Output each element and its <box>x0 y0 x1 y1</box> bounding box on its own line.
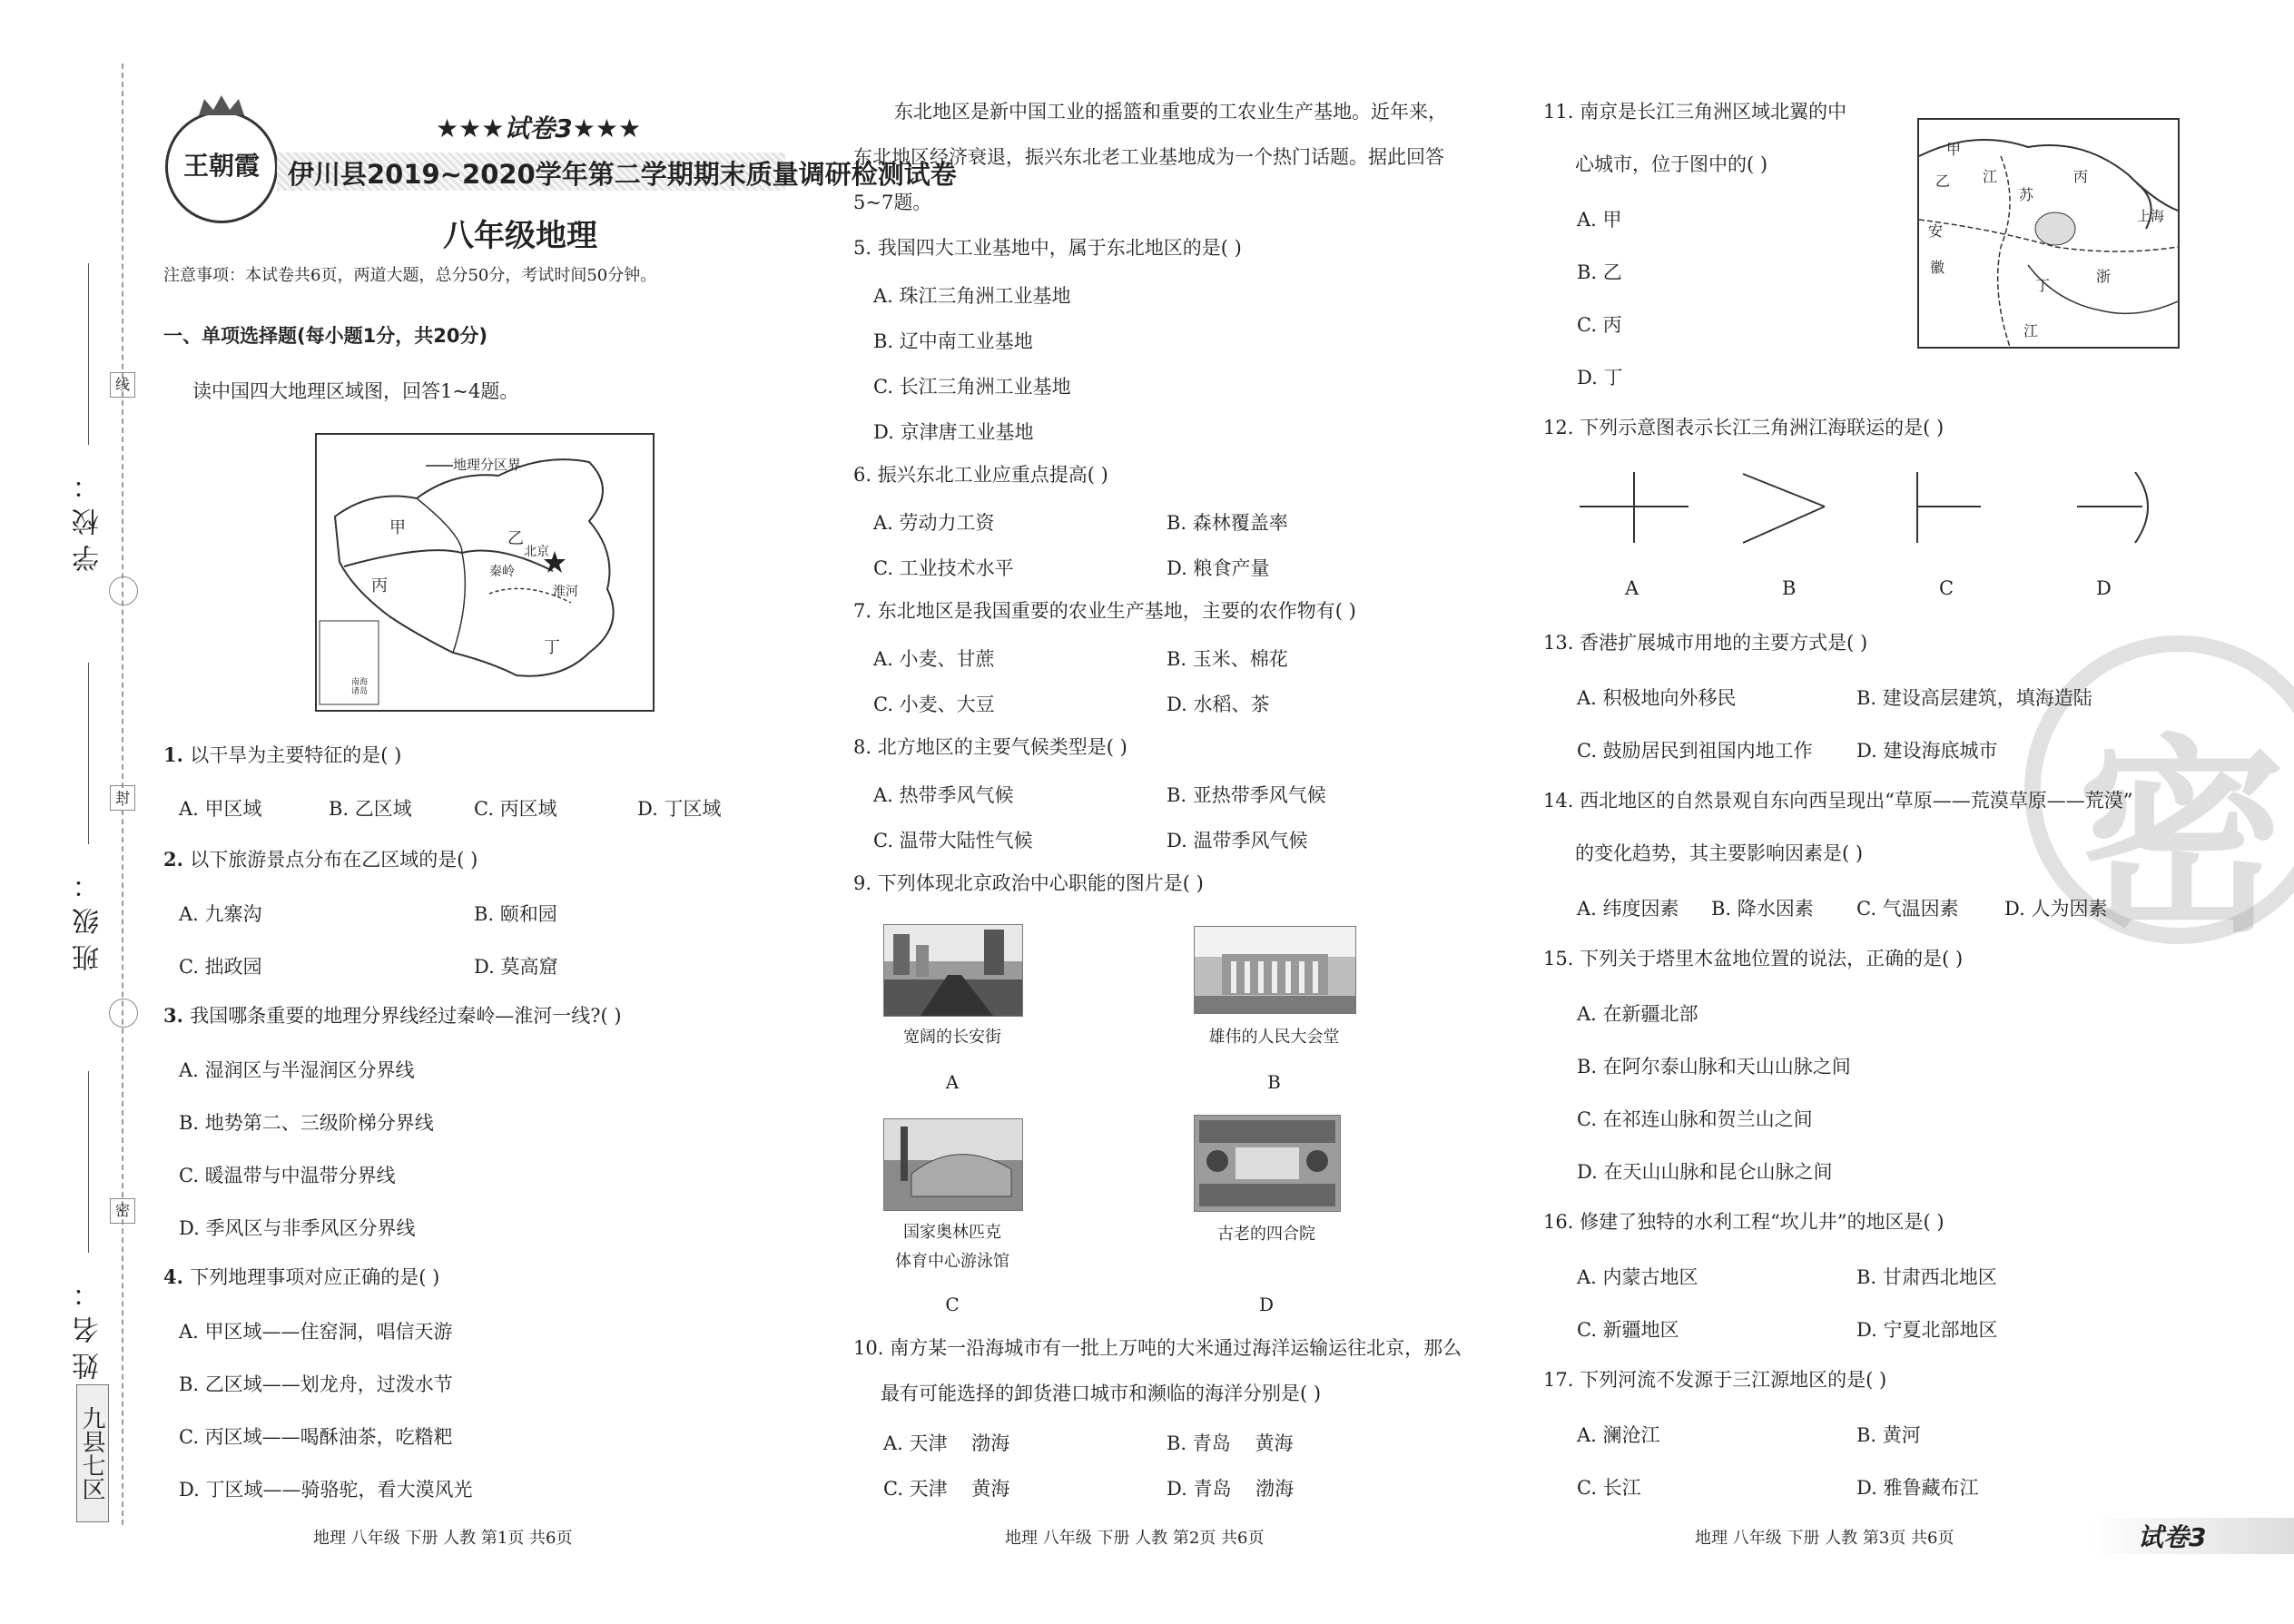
q3-option-d[interactable]: D. 季风区与非季风区分界线 <box>179 1217 416 1239</box>
brand-logo <box>165 111 278 223</box>
question-2: 2. 以下旅游景点分布在乙区域的是( ) <box>163 848 478 871</box>
q2-option-d[interactable]: D. 莫高窟 <box>474 956 558 978</box>
seal-xian: 线 <box>110 372 135 398</box>
question-10-line2: 最有可能选择的卸货港口城市和濒临的海洋分别是( ) <box>881 1383 1322 1404</box>
caption-c-line1: 国家奥林匹克 <box>903 1223 1001 1242</box>
q15-option-d[interactable]: D. 在天山山脉和昆仑山脉之间 <box>1577 1161 1833 1183</box>
question-9: 9. 下列体现北京政治中心职能的图片是( ) <box>853 872 1204 894</box>
q10-option-b[interactable]: B. 青岛 黄海 <box>1167 1432 1294 1454</box>
caption-b: 雄伟的人民大会堂 <box>1208 1028 1340 1047</box>
q13-option-d[interactable]: D. 建设海底城市 <box>1856 740 1998 762</box>
q5-option-c[interactable]: C. 长江三角洲工业基地 <box>873 376 1071 398</box>
q8-option-a[interactable]: A. 热带季风气候 <box>873 784 1014 806</box>
q17-option-b[interactable]: B. 黄河 <box>1856 1424 1921 1446</box>
q2-option-b[interactable]: B. 颐和园 <box>474 903 557 925</box>
q5-option-a[interactable]: A. 珠江三角洲工业基地 <box>873 285 1071 307</box>
stars-title: ★★★试卷3★★★ <box>436 113 642 143</box>
q4-option-d[interactable]: D. 丁区域——骑骆驼，看大漠风光 <box>179 1479 473 1501</box>
q8-option-d[interactable]: D. 温带季风气候 <box>1167 830 1308 851</box>
name-label: 姓名： <box>73 1271 104 1380</box>
footer-tag: 试卷3 <box>2138 1522 2207 1552</box>
district-stamp: 九县七区 <box>76 1384 109 1522</box>
question-1: 1. 以干旱为主要特征的是( ) <box>163 743 402 766</box>
q1-option-a[interactable]: A. 甲区域 <box>179 798 262 820</box>
map2-label-zhe: 浙 <box>2096 268 2112 285</box>
q6-option-a[interactable]: A. 劳动力工资 <box>873 512 995 534</box>
q11-option-a[interactable]: A. 甲 <box>1577 209 1622 231</box>
q13-option-b[interactable]: B. 建设高层建筑，填海造陆 <box>1856 687 2092 709</box>
question-15: 15. 下列关于塔里木盆地位置的说法，正确的是( ) <box>1543 948 1964 969</box>
letter-a: A <box>945 1071 960 1093</box>
subject-title: 八年级地理 <box>443 218 597 254</box>
map2-label-jia: 甲 <box>1946 141 1962 158</box>
q6-option-c[interactable]: C. 工业技术水平 <box>873 557 1014 579</box>
china-regions-map <box>315 433 655 712</box>
map2-label-ding: 丁 <box>2035 277 2051 294</box>
q14-option-d[interactable]: D. 人为因素 <box>2004 898 2108 920</box>
yangtze-delta-map <box>1917 118 2180 349</box>
map-label-ding: 丁 <box>544 638 560 657</box>
q7-option-a[interactable]: A. 小麦、甘蔗 <box>873 648 995 670</box>
q13-option-c[interactable]: C. 鼓励居民到祖国内地工作 <box>1577 740 1813 762</box>
map2-label-jiang2: 江 <box>2023 322 2039 340</box>
footer-page-2: 地理 八年级 下册 人教 第2页 共6页 <box>1005 1529 1265 1548</box>
map-label-yi: 乙 <box>507 529 524 548</box>
map2-label-su: 苏 <box>2019 186 2034 203</box>
question-11-line1: 11. 南京是长江三角洲区域北翼的中 <box>1543 101 1847 123</box>
question-13: 13. 香港扩展城市用地的主要方式是( ) <box>1543 632 1868 654</box>
q17-option-a[interactable]: A. 澜沧江 <box>1577 1424 1660 1446</box>
q14-option-c[interactable]: C. 气温因素 <box>1856 898 1959 920</box>
map-label-jia: 甲 <box>389 518 406 537</box>
question-14-line2: 的变化趋势，其主要影响因素是( ) <box>1575 842 1864 864</box>
school-field[interactable] <box>88 263 89 445</box>
map2-label-bing: 丙 <box>2073 168 2089 185</box>
q14-option-a[interactable]: A. 纬度因素 <box>1577 898 1679 920</box>
q15-option-a[interactable]: A. 在新疆北部 <box>1577 1003 1698 1025</box>
seal-feng: 封 <box>110 785 135 811</box>
crown-icon <box>195 94 248 117</box>
map2-label-shanghai: 上海 <box>2137 208 2165 224</box>
q7-option-c[interactable]: C. 小麦、大豆 <box>873 694 995 715</box>
map-label-huaihe: 淮河 <box>553 585 578 599</box>
q7-option-d[interactable]: D. 水稻、茶 <box>1167 694 1270 715</box>
q8-option-c[interactable]: C. 温带大陆性气候 <box>873 830 1033 851</box>
name-field[interactable] <box>88 1071 89 1253</box>
passage-line-1: 东北地区是新中国工业的摇篮和重要的工农业生产基地。近年来， <box>894 101 1447 123</box>
q12-letter-c[interactable]: C <box>1939 577 1954 599</box>
exam-notice: 注意事项：本试卷共6页，两道大题，总分50分，考试时间50分钟。 <box>163 266 657 285</box>
q4-option-b[interactable]: B. 乙区域——划龙舟，过泼水节 <box>179 1373 453 1395</box>
question-4: 4. 下列地理事项对应正确的是( ) <box>163 1265 440 1288</box>
map2-label-jiang: 江 <box>1983 168 1998 185</box>
caption-c-line2: 体育中心游泳馆 <box>895 1252 1009 1271</box>
question-8: 8. 北方地区的主要气候类型是( ) <box>853 736 1127 758</box>
q7-option-b[interactable]: B. 玉米、棉花 <box>1167 648 1288 670</box>
q12-diagrams <box>1580 472 2161 554</box>
photo-siheyuan[interactable] <box>1194 1115 1341 1212</box>
q1-option-d[interactable]: D. 丁区域 <box>637 798 722 820</box>
binding-hole-icon <box>109 999 138 1028</box>
q4-option-a[interactable]: A. 甲区域——住窑洞，唱信天游 <box>179 1321 453 1343</box>
map-label-nanhai: 南海诸岛 <box>351 678 369 696</box>
photo-water-cube[interactable] <box>883 1118 1023 1211</box>
school-label: 学校： <box>73 463 104 572</box>
map-legend: ——地理分区界 <box>426 457 522 473</box>
q16-option-d[interactable]: D. 宁夏北部地区 <box>1856 1319 1998 1341</box>
class-label: 班级： <box>73 862 104 971</box>
question-3: 3. 我国哪条重要的地理分界线经过秦岭—淮河一线?( ) <box>163 1004 622 1027</box>
q4-option-c[interactable]: C. 丙区域——喝酥油茶，吃糌粑 <box>179 1426 453 1448</box>
exam-title: 伊川县2019~2020学年第二学期期末质量调研检测试卷 <box>288 159 957 190</box>
q5-option-b[interactable]: B. 辽中南工业基地 <box>873 330 1033 352</box>
watermark-char: 密 <box>2077 718 2287 960</box>
q3-option-b[interactable]: B. 地势第二、三级阶梯分界线 <box>179 1112 434 1134</box>
caption-d: 古老的四合院 <box>1217 1225 1315 1244</box>
q11-option-b[interactable]: B. 乙 <box>1577 261 1622 283</box>
map-label-beijing: 北京 <box>524 545 549 559</box>
photo-changan-avenue[interactable] <box>883 924 1023 1017</box>
q6-option-b[interactable]: B. 森林覆盖率 <box>1167 512 1288 534</box>
q12-letter-a[interactable]: A <box>1625 577 1639 599</box>
q3-option-c[interactable]: C. 暖温带与中温带分界线 <box>179 1165 396 1186</box>
q16-option-b[interactable]: B. 甘肃西北地区 <box>1856 1266 1997 1288</box>
passage-line-2: 东北地区经济衰退，振兴东北老工业基地成为一个热门话题。据此回答 <box>853 146 1444 168</box>
q17-option-d[interactable]: D. 雅鲁藏布江 <box>1856 1477 1979 1499</box>
q1-option-c[interactable]: C. 丙区域 <box>474 798 557 820</box>
q15-option-b[interactable]: B. 在阿尔泰山脉和天山山脉之间 <box>1577 1056 1851 1078</box>
q1-option-b[interactable]: B. 乙区域 <box>329 798 412 820</box>
letter-b: B <box>1267 1071 1281 1093</box>
q11-option-d[interactable]: D. 丁 <box>1577 367 1623 389</box>
q12-letter-d[interactable]: D <box>2096 577 2112 599</box>
map2-label-yi: 乙 <box>1935 172 1951 190</box>
q10-option-c[interactable]: C. 天津 黄海 <box>883 1478 1010 1500</box>
footer-page-3: 地理 八年级 下册 人教 第3页 共6页 <box>1695 1529 1954 1548</box>
q14-option-b[interactable]: B. 降水因素 <box>1711 898 1814 920</box>
binding-margin <box>0 0 136 1624</box>
question-16: 16. 修建了独特的水利工程“坎儿井”的地区是( ) <box>1543 1211 1944 1233</box>
q11-option-c[interactable]: C. 丙 <box>1577 314 1622 336</box>
letter-c: C <box>945 1294 960 1315</box>
q10-option-d[interactable]: D. 青岛 渤海 <box>1167 1478 1295 1500</box>
map2-label-an: 安 <box>1928 222 1944 240</box>
q2-option-c[interactable]: C. 拙政园 <box>179 956 262 978</box>
section-intro: 读中国四大地理区域图，回答1~4题。 <box>192 380 519 402</box>
caption-a: 宽阔的长安街 <box>903 1028 1001 1047</box>
q16-option-a[interactable]: A. 内蒙古地区 <box>1577 1266 1698 1288</box>
q15-option-c[interactable]: C. 在祁连山脉和贺兰山之间 <box>1577 1108 1813 1130</box>
passage-line-3: 5~7题。 <box>853 192 932 213</box>
brand-name: 王朝霞 <box>182 151 260 181</box>
q8-option-b[interactable]: B. 亚热带季风气候 <box>1167 784 1326 806</box>
section-title: 一、单项选择题(每小题1分，共20分) <box>163 325 488 347</box>
question-12: 12. 下列示意图表示长江三角洲江海联运的是( ) <box>1543 417 1944 438</box>
q12-letter-b[interactable]: B <box>1782 577 1797 599</box>
class-field[interactable] <box>88 663 89 844</box>
q2-option-a[interactable]: A. 九寨沟 <box>179 903 262 925</box>
photo-great-hall[interactable] <box>1194 926 1356 1014</box>
question-14-line1: 14. 西北地区的自然景观自东向西呈现出“草原——荒漠草原——荒漠” <box>1543 790 2133 812</box>
q5-option-d[interactable]: D. 京津唐工业基地 <box>873 421 1034 443</box>
q17-option-c[interactable]: C. 长江 <box>1577 1477 1641 1499</box>
map2-label-hui: 徽 <box>1930 259 1945 276</box>
map-label-qinling: 秦岭 <box>489 565 515 579</box>
seal-mi: 密 <box>110 1198 135 1224</box>
binding-hole-icon <box>109 576 138 605</box>
question-7: 7. 东北地区是我国重要的农业生产基地，主要的农作物有( ) <box>853 600 1356 622</box>
q13-option-a[interactable]: A. 积极地向外移民 <box>1577 687 1737 709</box>
q3-option-a[interactable]: A. 湿润区与半湿润区分界线 <box>179 1059 415 1081</box>
q10-option-a[interactable]: A. 天津 渤海 <box>883 1432 1010 1454</box>
question-11-line2: 心城市，位于图中的( ) <box>1575 153 1768 175</box>
letter-d: D <box>1258 1294 1275 1315</box>
question-17: 17. 下列河流不发源于三江源地区的是( ) <box>1543 1369 1887 1391</box>
q6-option-d[interactable]: D. 粮食产量 <box>1167 557 1270 579</box>
footer-page-1: 地理 八年级 下册 人教 第1页 共6页 <box>313 1529 573 1548</box>
question-5: 5. 我国四大工业基地中，属于东北地区的是( ) <box>853 237 1242 259</box>
q16-option-c[interactable]: C. 新疆地区 <box>1577 1319 1679 1341</box>
map-label-bing: 丙 <box>371 576 388 595</box>
question-10-line1: 10. 南方某一沿海城市有一批上万吨的大米通过海洋运输运往北京，那么 <box>853 1337 1462 1359</box>
question-6: 6. 振兴东北工业应重点提高( ) <box>853 464 1108 486</box>
